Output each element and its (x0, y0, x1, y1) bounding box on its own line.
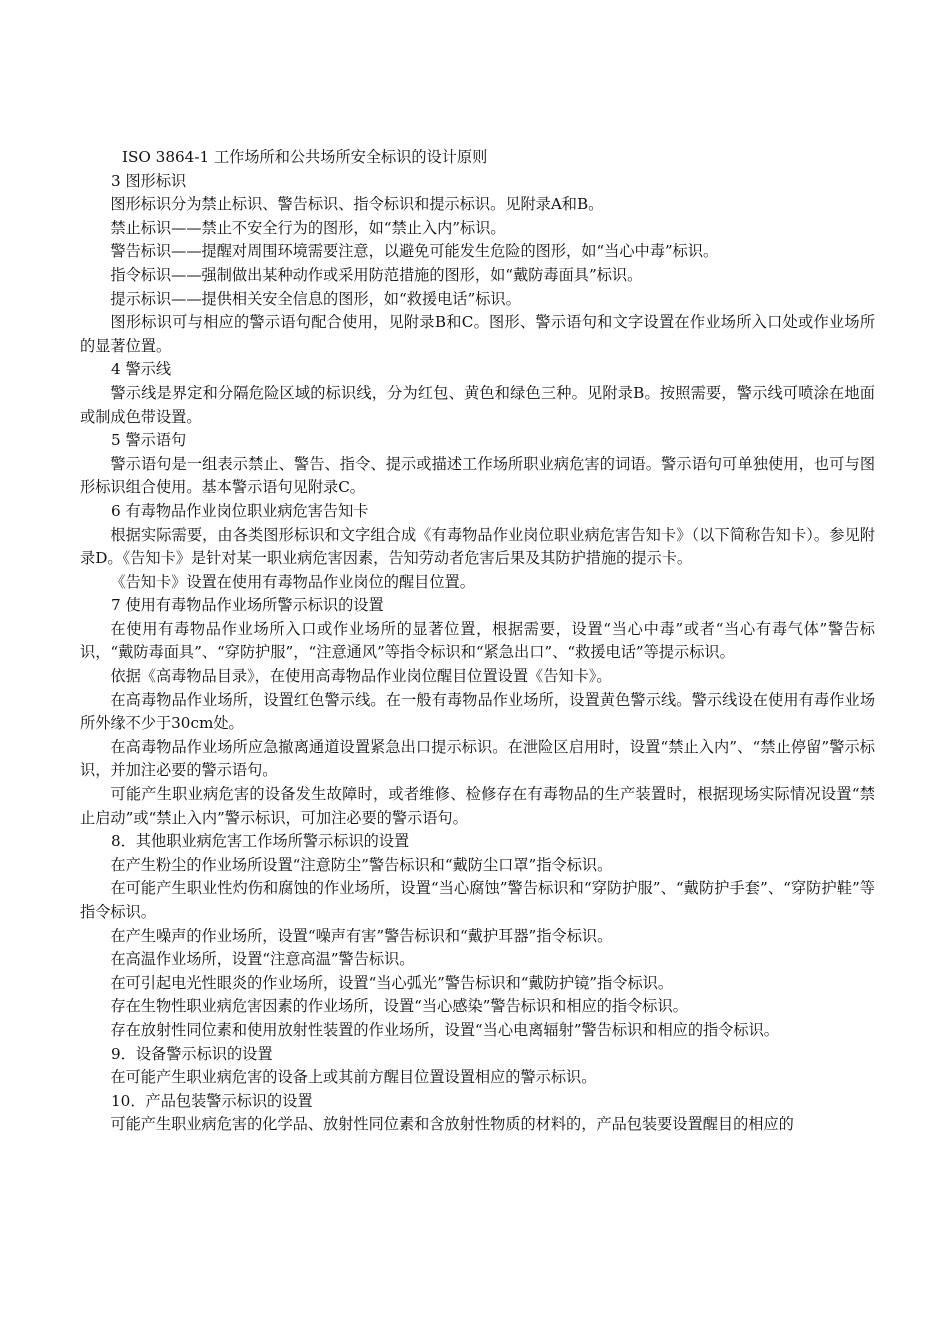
paragraph: 存在放射性同位素和使用放射性装置的作业场所，设置“当心电离辐射”警告标识和相应的指令标识。 (110, 1020, 779, 1039)
section-heading: 8．其他职业病危害工作场所警示标识的设置 (111, 832, 410, 851)
paragraph: 在高毒物品作业场所应急撤离通道设置紧急出口提示标识。在泄险区启用时，设置“禁止入内”、“禁止停留”警示标识，并加注必要的警示语句。 (80, 737, 875, 780)
paragraph: 在可引起电光性眼炎的作业场所，设置“当心弧光”警告标识和“戴防护镜”指令标识。 (110, 973, 674, 992)
paragraph: 提示标识——提供相关安全信息的图形，如“救援电话”标识。 (110, 289, 521, 308)
paragraph: 图形标识分为禁止标识、警告标识、指令标识和提示标识。见附录A和B。 (110, 195, 604, 214)
paragraph: 在高毒物品作业场所，设置红色警示线。在一般有毒物品作业场所，设置黄色警示线。警示线设在使用有毒作业场所外缘不少于30cm处。 (80, 690, 875, 733)
section-heading: 5 警示语句 (111, 431, 187, 450)
paragraph: 根据实际需要，由各类图形标识和文字组合成《有毒物品作业岗位职业病危害告知卡》（以下简称告知卡）。参见附录D。《告知卡》是针对某一职业病危害因素，告知劳动者危害后果及其防护措施的提示卡。 (80, 525, 875, 568)
section-heading: 4 警示线 (111, 360, 172, 379)
paragraph: 指令标识——强制做出某种动作或采用防范措施的图形，如“戴防毒面具”标识。 (110, 265, 643, 284)
paragraph: 依据《高毒物品目录》，在使用高毒物品作业岗位醒目位置设置《告知卡》。 (110, 667, 612, 686)
paragraph: 在产生粉尘的作业场所设置“注意防尘”警告标识和“戴防尘口罩”指令标识。 (110, 855, 613, 874)
paragraph: 在产生噪声的作业场所，设置“噪声有害”警告标识和“戴护耳器”指令标识。 (110, 926, 613, 945)
paragraph: 在使用有毒物品作业场所入口或作业场所的显著位置，根据需要，设置“当心中毒”或者“当心有毒气体”警告标识，“戴防毒面具”、“穿防护服”，“注意通风”等指令标识和“紧急出口”、“救援电话”等提示标识。 (80, 619, 875, 662)
section-heading: 10．产品包装警示标识的设置 (111, 1091, 313, 1110)
paragraph: 存在生物性职业病危害因素的作业场所，设置“当心感染”警告标识和相应的指令标识。 (110, 997, 688, 1016)
paragraph: 禁止标识——禁止不安全行为的图形，如“禁止入内”标识。 (110, 218, 506, 237)
section-heading: 6 有毒物品作业岗位职业病危害告知卡 (111, 501, 369, 520)
section-heading: 7 使用有毒物品作业场所警示标识的设置 (111, 596, 384, 615)
paragraph: 可能产生职业病危害的设备发生故障时，或者维修、检修存在有毒物品的生产装置时，根据现场实际情况设置“禁止启动”或“禁止入内”警示标识，可加注必要的警示语句。 (80, 785, 875, 827)
paragraph: 警示语句是一组表示禁止、警告、指令、提示或描述工作场所职业病危害的词语。警示语句可单独使用，也可与图形标识组合使用。基本警示语句见附录C。 (80, 454, 875, 497)
paragraph: 《告知卡》设置在使用有毒物品作业岗位的醒目位置。 (110, 572, 475, 591)
paragraph: 警示线是界定和分隔危险区域的标识线，分为红包、黄色和绿色三种。见附录B。按照需要，警示线可喷涂在地面或制成色带设置。 (80, 383, 875, 426)
paragraph: 在可能产生职业病危害的设备上或其前方醒目位置设置相应的警示标识。 (110, 1068, 597, 1087)
reference-line: ISO 3864-1 工作场所和公共场所安全标识的设计原则 (122, 148, 488, 166)
paragraph: 可能产生职业病危害的化学品、放射性同位素和含放射性物质的材料的，产品包装要设置醒目的相应的 (110, 1115, 794, 1134)
paragraph: 警告标识——提醒对周围环境需要注意，以避免可能发生危险的图形，如“当心中毒”标识。 (110, 242, 719, 261)
paragraph: 图形标识可与相应的警示语句配合使用，见附录B和C。图形、警示语句和文字设置在作业场所入口处或作业场所的显著位置。 (80, 313, 875, 355)
section-heading: 3 图形标识 (111, 171, 187, 190)
section-heading: 9．设备警示标识的设置 (111, 1044, 273, 1063)
paragraph: 在可能产生职业性灼伤和腐蚀的作业场所，设置“当心腐蚀”警告标识和“穿防护服”、“戴防护手套”、“穿防护鞋”等指令标识。 (80, 879, 875, 921)
document-page (80, 146, 875, 1137)
paragraph: 在高温作业场所，设置“注意高温”警告标识。 (110, 950, 415, 969)
